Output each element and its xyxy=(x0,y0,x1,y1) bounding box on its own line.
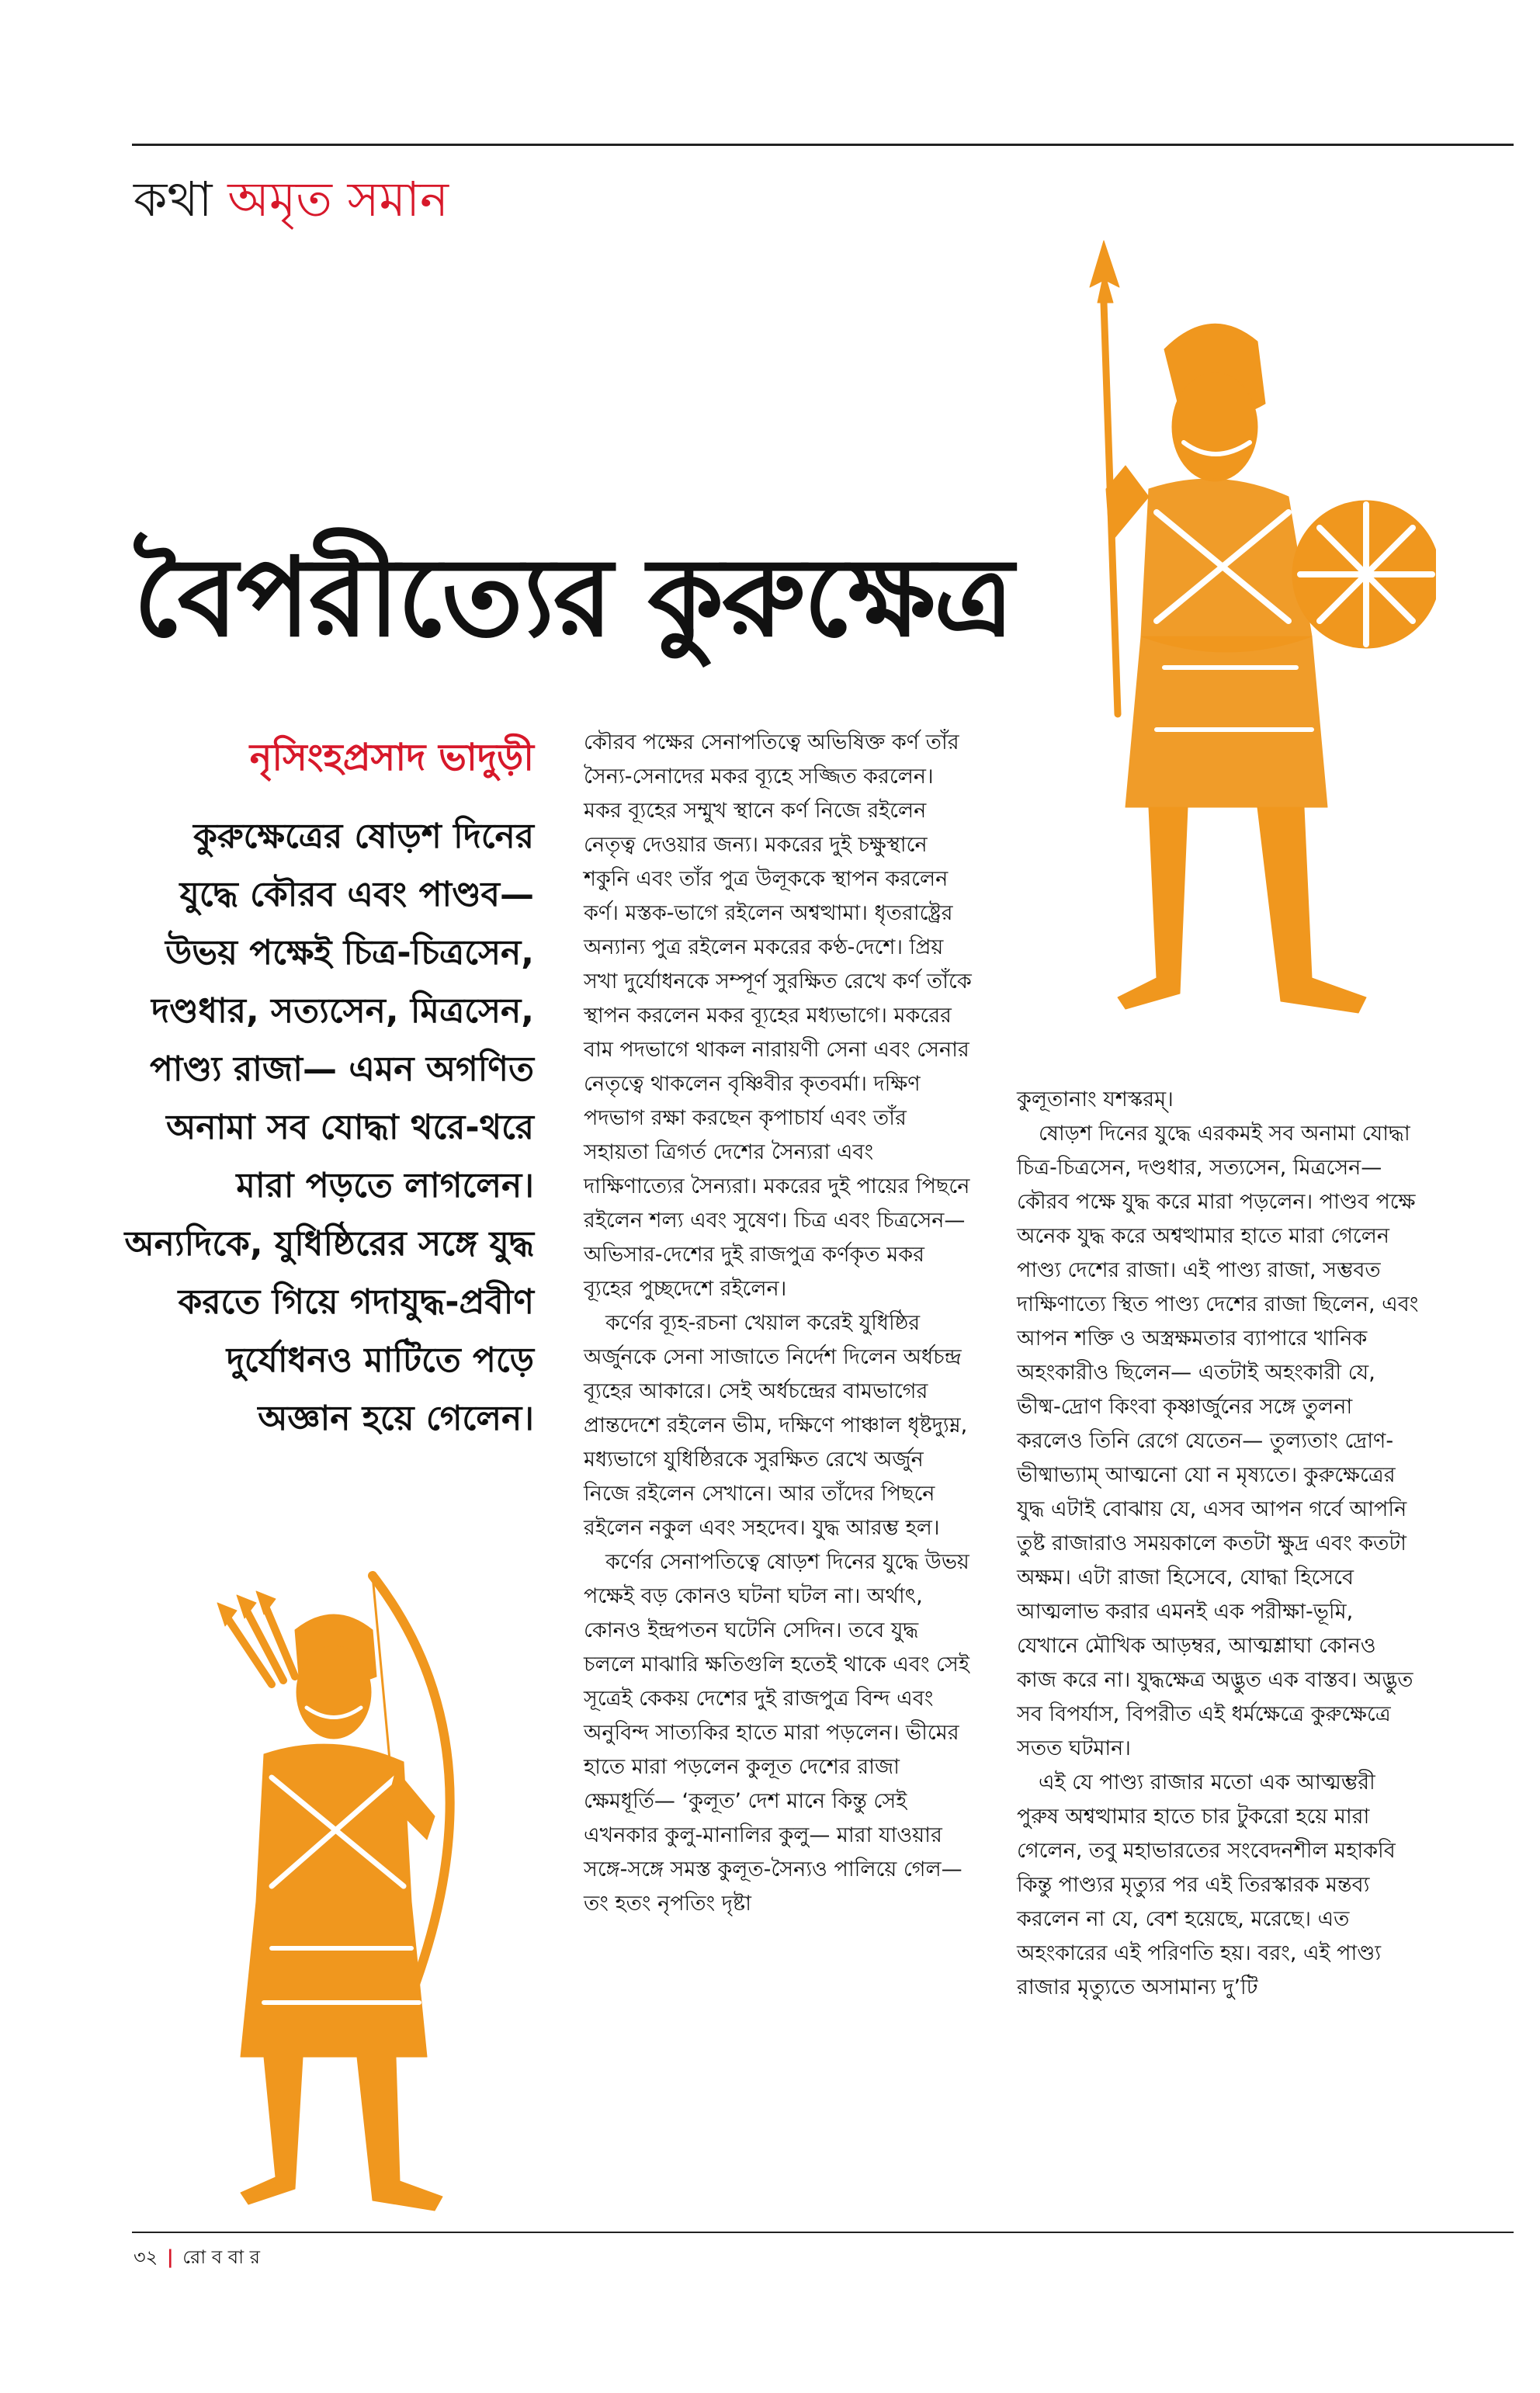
paragraph: এই যে পাণ্ড্য রাজার মতো এক আত্মম্ভরী পুরুষ অশ্বত্থামার হাতে চার টুকরো হয়ে মারা গেলেন, তবু মহাভারতের সংবেদনশীল মহাকবি কিন্তু পাণ্ড্যর মৃত্যুর পর এই তিরস্কারক মন্তব্য করলেন না যে, বেশ হয়েছে, মরেছে। এত অহংকারের এই পরিণতি হয়। বরং, এই পাণ্ড্য রাজার মৃত্যুতে অসামান্য দু’টি xyxy=(1017,1770,1396,1999)
paragraph: কর্ণের ব্যূহ-রচনা খেয়াল করেই যুধিষ্ঠির অর্জুনকে সেনা সাজাতে নির্দেশ দিলেন অর্ধচন্দ্র ব্যূহের আকারে। সেই অর্ধচন্দ্রের বামভাগের প্রান্তদেশে রইলেন ভীম, দক্ষিণে পাঞ্চাল ধৃষ্টদ্যুম্ন, মধ্যভাগে যুধিষ্ঠিরকে সুরক্ষিত রেখে অর্জুন নিজে রইলেন সেখানে। আর তাঁদের পিছনে রইলেন নকুল এবং সহদেব। যুদ্ধ আরম্ভ হল। xyxy=(584,1311,968,1540)
article-title: বৈপরীত্যের কুরুক্ষেত্র xyxy=(134,534,1013,661)
magazine-name: রো ব বা র xyxy=(182,2246,260,2268)
warrior-archer-illustration xyxy=(179,1560,512,2212)
body-column-2 xyxy=(1017,1083,1420,2005)
page-number: ৩২ xyxy=(134,2246,158,2268)
paragraph: ষোড়শ দিনের যুদ্ধে এরকমই সব অনামা যোদ্ধা চিত্র-চিত্রসেন, দণ্ডধার, সত্যসেন, মিত্রসেন— কৌরব পক্ষে যুদ্ধ করে মারা পড়লেন। পাণ্ডব পক্ষে অনেক যুদ্ধ করে অশ্বত্থামার হাতে মারা গেলেন পাণ্ড্য দেশের রাজা। এই পাণ্ড্য রাজা, সম্ভবত দাক্ষিণাত্যে স্থিত পাণ্ড্য দেশের রাজা ছিলেন, এবং আপন শক্তি ও অস্ত্রক্ষমতার ব্যাপারে খানিক অহংকারীও ছিলেন— এতটাই অহংকারী যে, ভীষ্ম-দ্রোণ কিংবা কৃষ্ণার্জুনের সঙ্গে তুলনা করলেও তিনি রেগে যেতেন— তুল্যতাং দ্রোণ-ভীষ্মাভ্যাম্ আত্মনো যো ন মৃষ্যতে। কুরুক্ষেত্রের যুদ্ধ এটাই বোঝায় যে, এসব আপন গর্বে আপনি তুষ্ট রাজারাও সময়কালে কতটা ক্ষুদ্র এবং কতটা অক্ষম। এটা রাজা হিসেবে, যোদ্ধা হিসেবে আত্মলাভ করার এমনই এক পরীক্ষা-ভূমি, যেখানে মৌখিক আড়ম্বর, আত্মশ্লাঘা কোনও কাজ করে না। যুদ্ধক্ষেত্র অদ্ভুত এক বাস্তব। অদ্ভুত সব বিপর্যাস, বিপরীত এই ধর্মক্ষেত্রে কুরুক্ষেত্রে সতত ঘটমান। xyxy=(1017,1122,1419,1760)
standfirst xyxy=(124,807,534,1448)
bottom-rule xyxy=(132,2232,1514,2233)
paragraph: কর্ণের সেনাপতিত্বে ষোড়শ দিনের যুদ্ধে উভয় পক্ষেই বড় কোনও ঘটনা ঘটল না। অর্থাৎ, কোনও ইন্দ্রপতন ঘটেনি সেদিন। তবে যুদ্ধ চললে মাঝারি ক্ষতিগুলি হতেই থাকে এবং সেই সূত্রেই কেকয় দেশের দুই রাজপুত্র বিন্দ এবং অনুবিন্দ সাত্যকির হাতে মারা পড়লেন। ভীমের হাতে মারা পড়লেন কুলূত দেশের রাজা ক্ষেমধূর্তি— ‘কুলূত’ দেশ মানে কিন্তু সেই এখনকার কুলু-মানালির কুলু— মারা যাওয়ার সঙ্গে-সঙ্গে সমস্ত কুলূত-সৈন্যও পালিয়ে গেল— তং হতং নৃপতিং দৃষ্টা xyxy=(584,1550,969,1916)
page-footer xyxy=(134,2243,260,2274)
standfirst-text: কুরুক্ষেত্রের ষোড়শ দিনের যুদ্ধে কৌরব এবং পাণ্ডব— উভয় পক্ষেই চিত্র-চিত্রসেন, দণ্ডধার, সত্যসেন, মিত্রসেন, পাণ্ড্য রাজা— এমন অগণিত অনামা সব যোদ্ধা থরে-থরে মারা পড়তে লাগলেন। অন্যদিকে, যুধিষ্ঠিরের সঙ্গে যুদ্ধ করতে গিয়ে গদাযুদ্ধ-প্রবীণ দুর্যোধনও মাটিতে পড়ে অজ্ঞান হয়ে গেলেন। xyxy=(124,817,534,1438)
warrior-spear-illustration xyxy=(1032,233,1436,1032)
author-byline: নৃসিংহপ্রসাদ ভাদুড়ী xyxy=(249,736,534,779)
section-heading-part2: অমৃত সমান xyxy=(227,171,449,227)
section-heading-part1: কথা xyxy=(134,171,213,227)
footer-separator: | xyxy=(166,2246,174,2268)
body-column-1 xyxy=(584,726,972,1921)
paragraph: কৌরব পক্ষের সেনাপতিত্বে অভিষিক্ত কর্ণ তাঁর সৈন্য-সেনাদের মকর ব্যূহে সজ্জিত করলেন। মকর ব্যূহের সম্মুখ স্থানে কর্ণ নিজে রইলেন নেতৃত্ব দেওয়ার জন্য। মকরের দুই চক্ষুস্থানে শকুনি এবং তাঁর পুত্র উলূককে স্থাপন করলেন কর্ণ। মস্তক-ভাগে রইলেন অশ্বত্থামা। ধৃতরাষ্ট্রের অন্যান্য পুত্র রইলেন মকরের কণ্ঠ-দেশে। প্রিয় সখা দুর্যোধনকে সম্পূর্ণ সুরক্ষিত রেখে কর্ণ তাঁকে স্থাপন করলেন মকর ব্যূহের মধ্যভাগে। মকরের বাম পদভাগে থাকল নারায়ণী সেনা এবং সেনার নেতৃত্বে থাকলেন বৃষ্ণিবীর কৃতবর্মা। দক্ষিণ পদভাগ রক্ষা করছেন কৃপাচার্য এবং তাঁর সহায়তা ত্রিগর্ত দেশের সৈন্যরা এবং দাক্ষিণাত্যের সৈন্যরা। মকরের দুই পায়ের পিছনে রইলেন শল্য এবং সুষেণ। চিত্র এবং চিত্রসেন— অভিসার-দেশের দুই রাজপুত্র কর্ণকৃত মকর ব্যূহের পুচ্ছদেশে রইলেন। xyxy=(584,730,972,1301)
paragraph: কুলূতানাং যশস্করম্। xyxy=(1017,1087,1174,1112)
top-rule xyxy=(132,144,1514,146)
section-heading xyxy=(134,163,449,243)
